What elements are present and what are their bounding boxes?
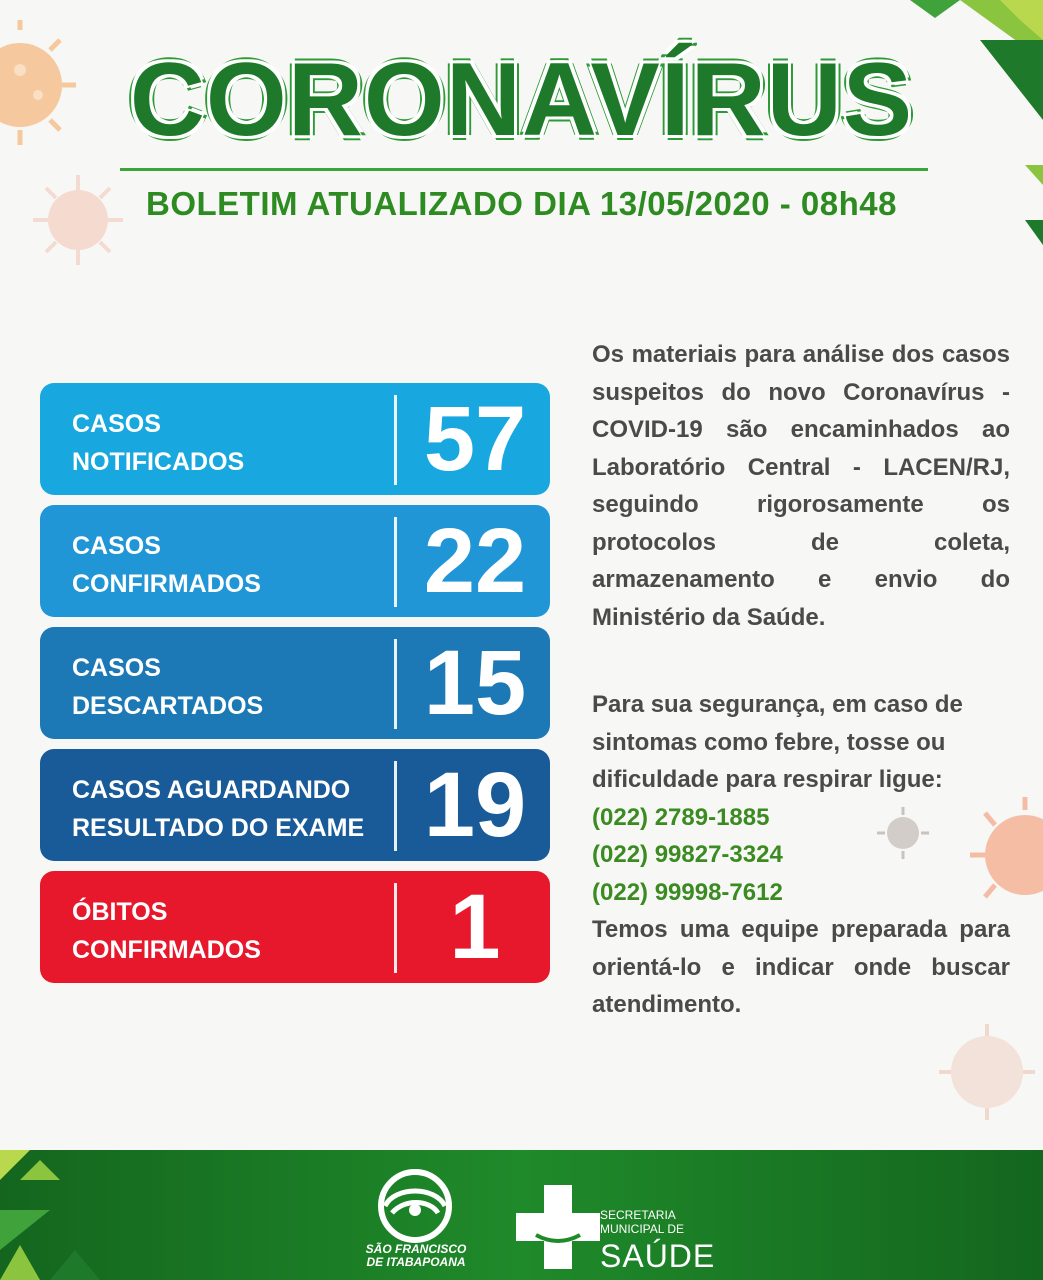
stat-card-deaths (40, 871, 550, 983)
stat-label-line2: NOTIFICADOS (72, 448, 245, 476)
stat-card-discarded (40, 627, 550, 739)
stat-card-awaiting (40, 749, 550, 861)
virus-illustration-icon (935, 1020, 1043, 1120)
stat-divider (394, 639, 397, 729)
stat-label-line1: CASOS (72, 654, 161, 682)
secretaria-line1: SECRETARIA (600, 1208, 676, 1222)
title-divider (120, 168, 928, 171)
stat-label-line2: RESULTADO DO EXAME (72, 814, 365, 842)
phone-number[interactable]: (022) 99827-3324 (592, 841, 783, 868)
stat-label-line1: ÓBITOS (72, 898, 168, 926)
stat-label (72, 405, 402, 481)
stat-card-notified (40, 383, 550, 495)
city-name-line2: DE ITABAPOANA (366, 1255, 466, 1269)
city-name-line1: SÃO FRANCISCO (365, 1242, 467, 1256)
page-title: CORONAVÍRUS (129, 42, 914, 158)
stat-value: 19 (423, 754, 527, 856)
secretaria-health-label: SAÚDE (600, 1238, 716, 1274)
secretaria-line2: MUNICIPAL DE (600, 1222, 685, 1236)
stat-value: 1 (449, 876, 501, 978)
stat-label (72, 893, 402, 969)
contact-info (592, 686, 1010, 1024)
stat-label-line2: CONFIRMADOS (72, 570, 261, 598)
secretaria-label (600, 1208, 700, 1236)
city-logo-text (356, 1243, 476, 1269)
stat-label-line1: CASOS (72, 410, 161, 438)
phone-number[interactable]: (022) 2789-1885 (592, 803, 770, 831)
bulletin-date: BOLETIM ATUALIZADO DIA 13/05/2020 - 08h48 (146, 185, 897, 222)
lab-info-paragraph: Os materiais para análise dos casos suspeitos do novo Coronavírus - COVID-19 são encaminhados ao Laboratório Central - LACEN/RJ, seguindo rigorosamente os protocolos de coleta, armazenamento e envio do Ministério da Saúde. (592, 341, 1010, 631)
health-cross-icon (516, 1185, 600, 1269)
stat-card-confirmed (40, 505, 550, 617)
stat-value: 57 (423, 388, 527, 490)
stat-label (72, 527, 402, 603)
stat-label-line1: CASOS AGUARDANDO (72, 776, 351, 804)
contact-intro: Para sua segurança, em caso de sintomas como febre, tosse ou dificuldade para respirar ligue: (592, 691, 963, 793)
footer-corner-decoration (0, 1150, 110, 1280)
stat-label (72, 771, 402, 847)
stat-divider (394, 761, 397, 851)
stat-label-line2: DESCARTADOS (72, 692, 264, 720)
stat-label-line1: CASOS (72, 532, 161, 560)
stat-label-line2: CONFIRMADOS (72, 936, 261, 964)
team-info-paragraph: Temos uma equipe preparada para orientá-lo e indicar onde buscar atendimento. (592, 916, 1010, 1018)
stat-divider (394, 883, 397, 973)
phone-number[interactable]: (022) 99998-7612 (592, 878, 783, 906)
stat-divider (394, 395, 397, 485)
stat-divider (394, 517, 397, 607)
stat-value: 15 (423, 632, 527, 734)
stat-value: 22 (423, 510, 527, 612)
stat-label (72, 649, 402, 725)
